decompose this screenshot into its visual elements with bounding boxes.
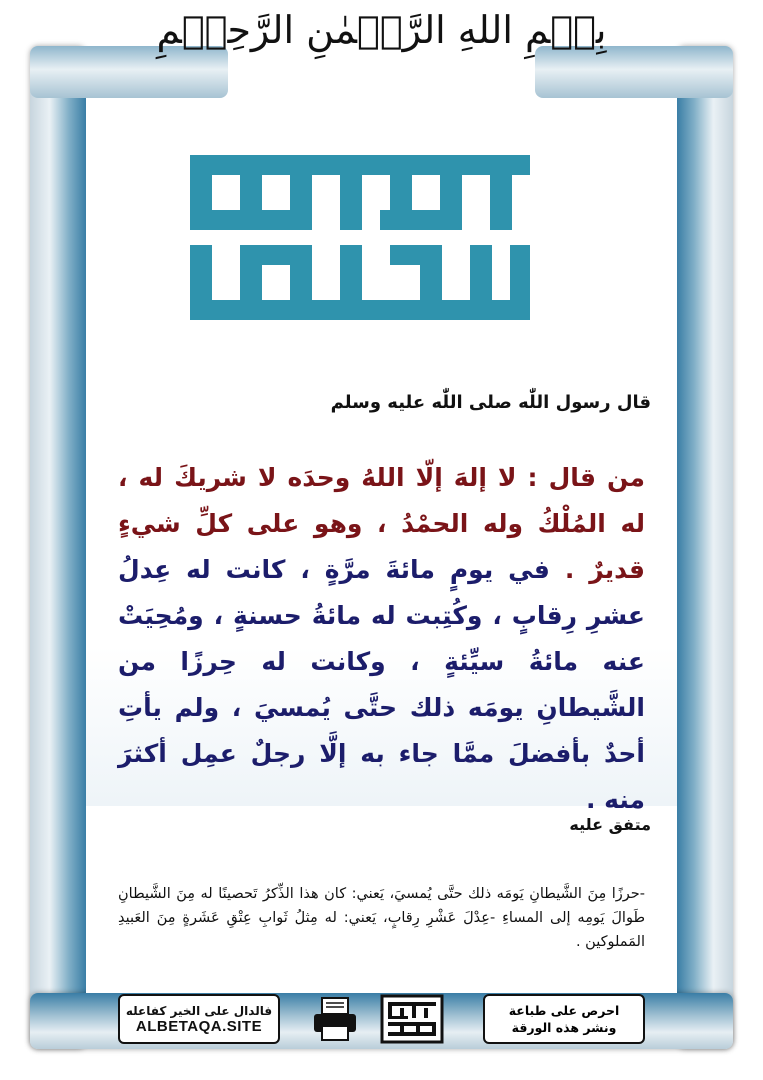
frame-right-bar [677, 46, 733, 1049]
hadith-dhikr: من قال : لا إلهَ إلّا اللهُ وحدَه لا شريكَ له ، له المُلْكُ وله الحمْدُ ، وهو على كلِّ شيءٍ قديرٌ . [118, 463, 645, 584]
frame-top-left-bar [30, 46, 228, 98]
basmala-calligraphy: بِسۡمِ اللهِ الرَّحۡمٰنِ الرَّحِيۡمِ [156, 8, 607, 52]
explanation-note: -حرزًا مِنَ الشَّيطانِ يَومَه ذلك حتَّى يُمسيَ، يَعني: كان هذا الذِّكرُ تَحصينًا له مِنَ الشَّيطانِ طَوالَ يَومِه إلى المساءِ -عِدْلَ عَشْرِ رِقابٍ، يَعني: له مِثلُ ثَوابِ عِتْقِ عَشَرةٍ مِنَ العَبيدِ المَملوكين . [118, 886, 645, 950]
printer-icon[interactable] [312, 996, 358, 1042]
hadith-text [118, 455, 645, 823]
print-reminder-box [483, 994, 645, 1044]
frame-top-right-bar [535, 46, 733, 98]
logo-text: الأذكار كنوز [180, 155, 185, 156]
dawah-seal-logo [380, 994, 444, 1044]
footer [118, 994, 645, 1044]
site-link[interactable]: ALBETAQA.SITE [135, 1017, 263, 1035]
hadith-source: متفق عليه [569, 815, 651, 834]
print-reminder-line-2: ونشر هذه الورقة [511, 1020, 617, 1035]
site-box [118, 994, 280, 1044]
footer-slogan: فالدال على الخير كفاعله [125, 1003, 273, 1018]
al-adhkar-treasures-logo [180, 155, 540, 320]
hadith-intro: قال رسول اللّٰه صلى اللّٰه عليه وسلم [330, 392, 651, 413]
hadith-reward: في يومٍ مائةَ مرَّةٍ ، كانت له عِدلُ عشرِ رِقابٍ ، وكُتِبت له مائةُ حسنةٍ ، ومُحِيَتْ عنه مائةُ سيِّئةٍ ، وكانت له حِرزًا من الشَّيطانِ يومَه ذلك حتَّى يُمسيَ ، ولم يأتِ أحدٌ بأفضلَ ممَّا جاء به إلَّا رجلٌ عمِل أكثرَ منه . [118, 555, 645, 814]
print-reminder-line-1: احرص على طباعة [508, 1003, 620, 1018]
frame-left-bar [30, 46, 86, 1049]
